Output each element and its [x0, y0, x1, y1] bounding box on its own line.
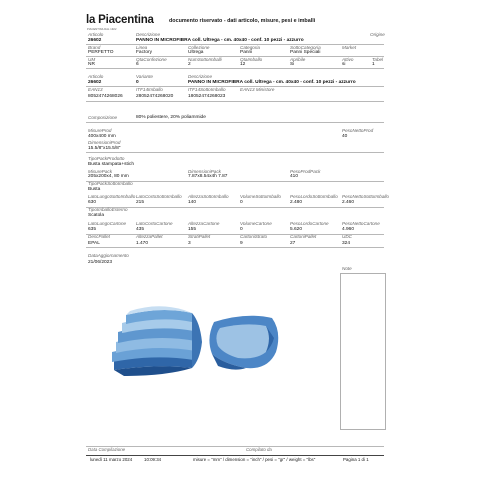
divider — [86, 44, 384, 45]
label-dimensioni-prod: DimensioniProd — [88, 140, 121, 145]
divider — [86, 68, 384, 69]
folded-cloth-stack — [112, 306, 202, 376]
value-cartoni-strato: 9 — [240, 240, 243, 246]
value-altezza-pallet: 1.470 — [136, 240, 149, 246]
value-linea: Factory — [136, 50, 152, 55]
value-sottocategoria: Panni Speciali — [290, 50, 321, 55]
label-lato-corto-sottoimballo: LatoCortoSottoImballo — [136, 194, 182, 199]
value-qtaimballo: 12 — [240, 62, 246, 67]
label-volume-cartone: VolumeCartone — [240, 221, 272, 226]
value-descrizione: PANNO IN MICROFIBRA coll. Ultrega - cm. 40x40 - conf. 10 pezzi - azzurro — [136, 38, 304, 43]
note-box — [340, 273, 386, 430]
value-categoria: Panni — [240, 50, 253, 55]
spread-cloth — [209, 316, 278, 370]
value-peso-lordo-sottoimballo: 2.480 — [290, 200, 303, 205]
divider — [86, 207, 384, 208]
label-brand: Brand — [88, 44, 101, 50]
value-peso-netto-sottoimballo: 2.460 — [342, 200, 355, 205]
label-apribile: Apribile — [290, 56, 306, 62]
value-dimensioni-prod: 15.5/8"x15.5/8" — [88, 145, 121, 151]
label-market: Market — [342, 44, 357, 50]
product-photo — [96, 272, 336, 432]
value-desc-pallet: EPAL — [88, 240, 100, 246]
label-tipo-imballo-esterno: TipoImballoEsterno — [88, 207, 128, 212]
value-udc: 324 — [342, 240, 351, 246]
brand-tagline: PIACENTINA DAL 1922 — [87, 28, 117, 31]
label-data-aggiornamento: DataAggiornamento — [88, 253, 129, 258]
label-peso-netto-prod: PesoNettoProd — [342, 128, 374, 133]
value-lato-lungo-sottoimballo: 630 — [88, 200, 97, 205]
label-altezza-sottoimballo: AltezzaSottoImballo — [188, 194, 229, 199]
label-categoria: Categoria — [240, 44, 260, 50]
label-variante: Variante — [136, 74, 153, 79]
label-peso-netto-cartone: PesoNettoCartone — [342, 221, 380, 226]
value-misure-prod: 400x400 mm — [88, 133, 116, 139]
value-peso-lordo-cartone: 5.620 — [290, 227, 303, 232]
value-descrizione-variante: PANNO IN MICROFIBRA coll. Ultrega - cm. 40x40 - conf. 10 pezzi - azzurro — [188, 80, 356, 85]
value-volume-sottoimballo: 0 — [240, 200, 243, 205]
label-desc-pallet: DescPallet — [88, 234, 110, 239]
label-tipo-pack-prodotto: TipoPackProdotto — [88, 155, 125, 161]
value-altezza-sottoimballo: 140 — [188, 200, 197, 205]
value-itf14-imballo: 28052474268020 — [136, 94, 174, 99]
footer-units: misure = "mm" / dimension = "inch" / pesi = "gr" / weight = "lbs" — [193, 457, 316, 462]
label-qtaconfezione: QtaConfezione — [136, 56, 167, 62]
microfiber-cloth-image — [96, 272, 336, 432]
label-cartoni-pallet: CartoniPallet — [290, 234, 317, 239]
label-dimensioni-pack: DimensioniPack — [188, 168, 221, 174]
value-qtaconfezione: 6 — [136, 62, 139, 67]
label-sottocategoria: SottoCategoria — [290, 44, 321, 50]
label-volume-sottoimballo: VolumeSottoImballo — [240, 194, 281, 199]
label-linea: Linea — [136, 44, 148, 50]
value-itf14-sottoimballo: 18052474268023 — [188, 94, 226, 99]
value-data-aggiornamento: 21/06/2023 — [88, 259, 113, 265]
label-articolo: Articolo — [88, 32, 104, 37]
label-lato-lungo-sottoimballo: LatoLungoSottoImballo — [88, 194, 136, 199]
divider — [86, 446, 384, 447]
value-articolo-variante: 26602 — [88, 80, 102, 85]
value-ean13: 8052474268026 — [88, 94, 123, 99]
value-tipo-pack-sottoimballo: Busta — [88, 187, 101, 192]
value-attivo: si — [342, 62, 346, 67]
value-collezione: Ultrega — [188, 50, 204, 55]
label-composizione: Composizione — [88, 115, 118, 120]
value-numsottoimballi: 2 — [188, 62, 191, 67]
value-volume-cartone: 0 — [240, 227, 243, 232]
label-udc: UDC — [342, 234, 352, 239]
document-title: documento riservato - dati articolo, misure, pesi e imballi — [169, 18, 316, 24]
label-strati-pallet: StratiPallet — [188, 234, 211, 239]
label-collezione: Collezione — [188, 44, 210, 50]
label-ean13: EAN13 — [88, 87, 103, 92]
value-strati-pallet: 3 — [188, 240, 191, 246]
value-dimensioni-pack: 7.87x8.54x4h 7.87 — [188, 174, 228, 179]
divider — [86, 101, 384, 102]
value-misure-pack: 205x200x4, 80 mm — [88, 174, 129, 179]
label-misure-pack: MisurePack — [88, 168, 112, 174]
label-tabel: Tabel — [372, 56, 384, 62]
label-data-compilazione: Data Compilazione — [88, 447, 126, 452]
value-peso-netto-cartone: 4.960 — [342, 227, 355, 232]
divider — [86, 234, 384, 235]
label-numsottoimballi: NumSottoImballi — [188, 56, 222, 62]
label-peso-netto-sottoimballo: PesoNettoSottoImballo — [342, 194, 389, 199]
label-compilato-da: Compilato da — [246, 447, 272, 452]
value-brand: PERFETTO — [88, 50, 114, 55]
footer-page-number: Pagina 1 di 1 — [343, 457, 369, 462]
label-descrizione-variante: Descrizione — [188, 74, 212, 79]
divider — [86, 247, 384, 248]
footer-divider — [86, 455, 384, 456]
label-itf14-sottoimballo: ITF14SottoImballo — [188, 87, 226, 92]
value-articolo: 26602 — [88, 38, 102, 43]
label-qtaimballo: QtaImballo — [240, 56, 263, 62]
divider — [86, 86, 384, 87]
label-misure-prod: MisureProd — [88, 128, 112, 133]
label-attivo: Attivo — [342, 56, 354, 62]
value-lato-lungo-cartone: 635 — [88, 227, 97, 232]
label-note: Note — [342, 266, 352, 271]
value-tipo-imballo-esterno: Scatola — [88, 213, 104, 218]
value-peso-prod-pack: 410 — [290, 174, 299, 179]
label-articolo-variante: Articolo — [88, 74, 104, 79]
value-composizione: 80% poliestere, 20% poliammide — [136, 115, 206, 120]
label-peso-lordo-cartone: PesoLordoCartone — [290, 221, 329, 226]
label-origine: Origine — [370, 32, 385, 37]
value-apribile: Si — [290, 62, 295, 67]
footer-time: 10:09:34 — [144, 457, 162, 462]
label-altezza-pallet: AltezzaPallet — [136, 234, 163, 239]
value-variante: 0 — [136, 80, 139, 85]
value-tabel: 1 — [372, 62, 375, 67]
label-cartoni-strato: CartoniStrato — [240, 234, 268, 239]
value-lato-corto-cartone: 435 — [136, 227, 145, 232]
label-descrizione: Descrizione — [136, 32, 160, 37]
label-lato-corto-cartone: LatoCortoCartone — [136, 221, 173, 226]
label-peso-prod-pack: PesoProdPack — [290, 168, 321, 174]
value-tipo-pack-prodotto: Busta stampata+stich — [88, 161, 134, 167]
brand-logo: la Piacentina — [86, 14, 154, 26]
label-altezza-cartone: AltezzaCartone — [188, 221, 220, 226]
label-um: UM — [88, 56, 96, 62]
value-um: NR — [88, 62, 95, 67]
label-ean13-ministore: EAN13 Ministore — [240, 87, 275, 92]
label-lato-lungo-cartone: LatoLungoCartone — [88, 221, 127, 226]
divider — [86, 152, 384, 153]
label-itf14-imballo: ITF14Imballo — [136, 87, 163, 92]
footer-date: lunedì 11 marzo 2024 — [90, 457, 133, 462]
label-tipo-pack-sottoimballo: TipoPackSottoImballo — [88, 181, 133, 186]
value-lato-corto-sottoimballo: 215 — [136, 200, 145, 205]
value-altezza-cartone: 155 — [188, 227, 197, 232]
label-peso-lordo-sottoimballo: PesoLordoSottoImballo — [290, 194, 338, 199]
divider — [86, 122, 384, 123]
value-peso-netto-prod: 40 — [342, 133, 348, 139]
divider — [86, 56, 384, 57]
value-cartoni-pallet: 27 — [290, 240, 296, 246]
